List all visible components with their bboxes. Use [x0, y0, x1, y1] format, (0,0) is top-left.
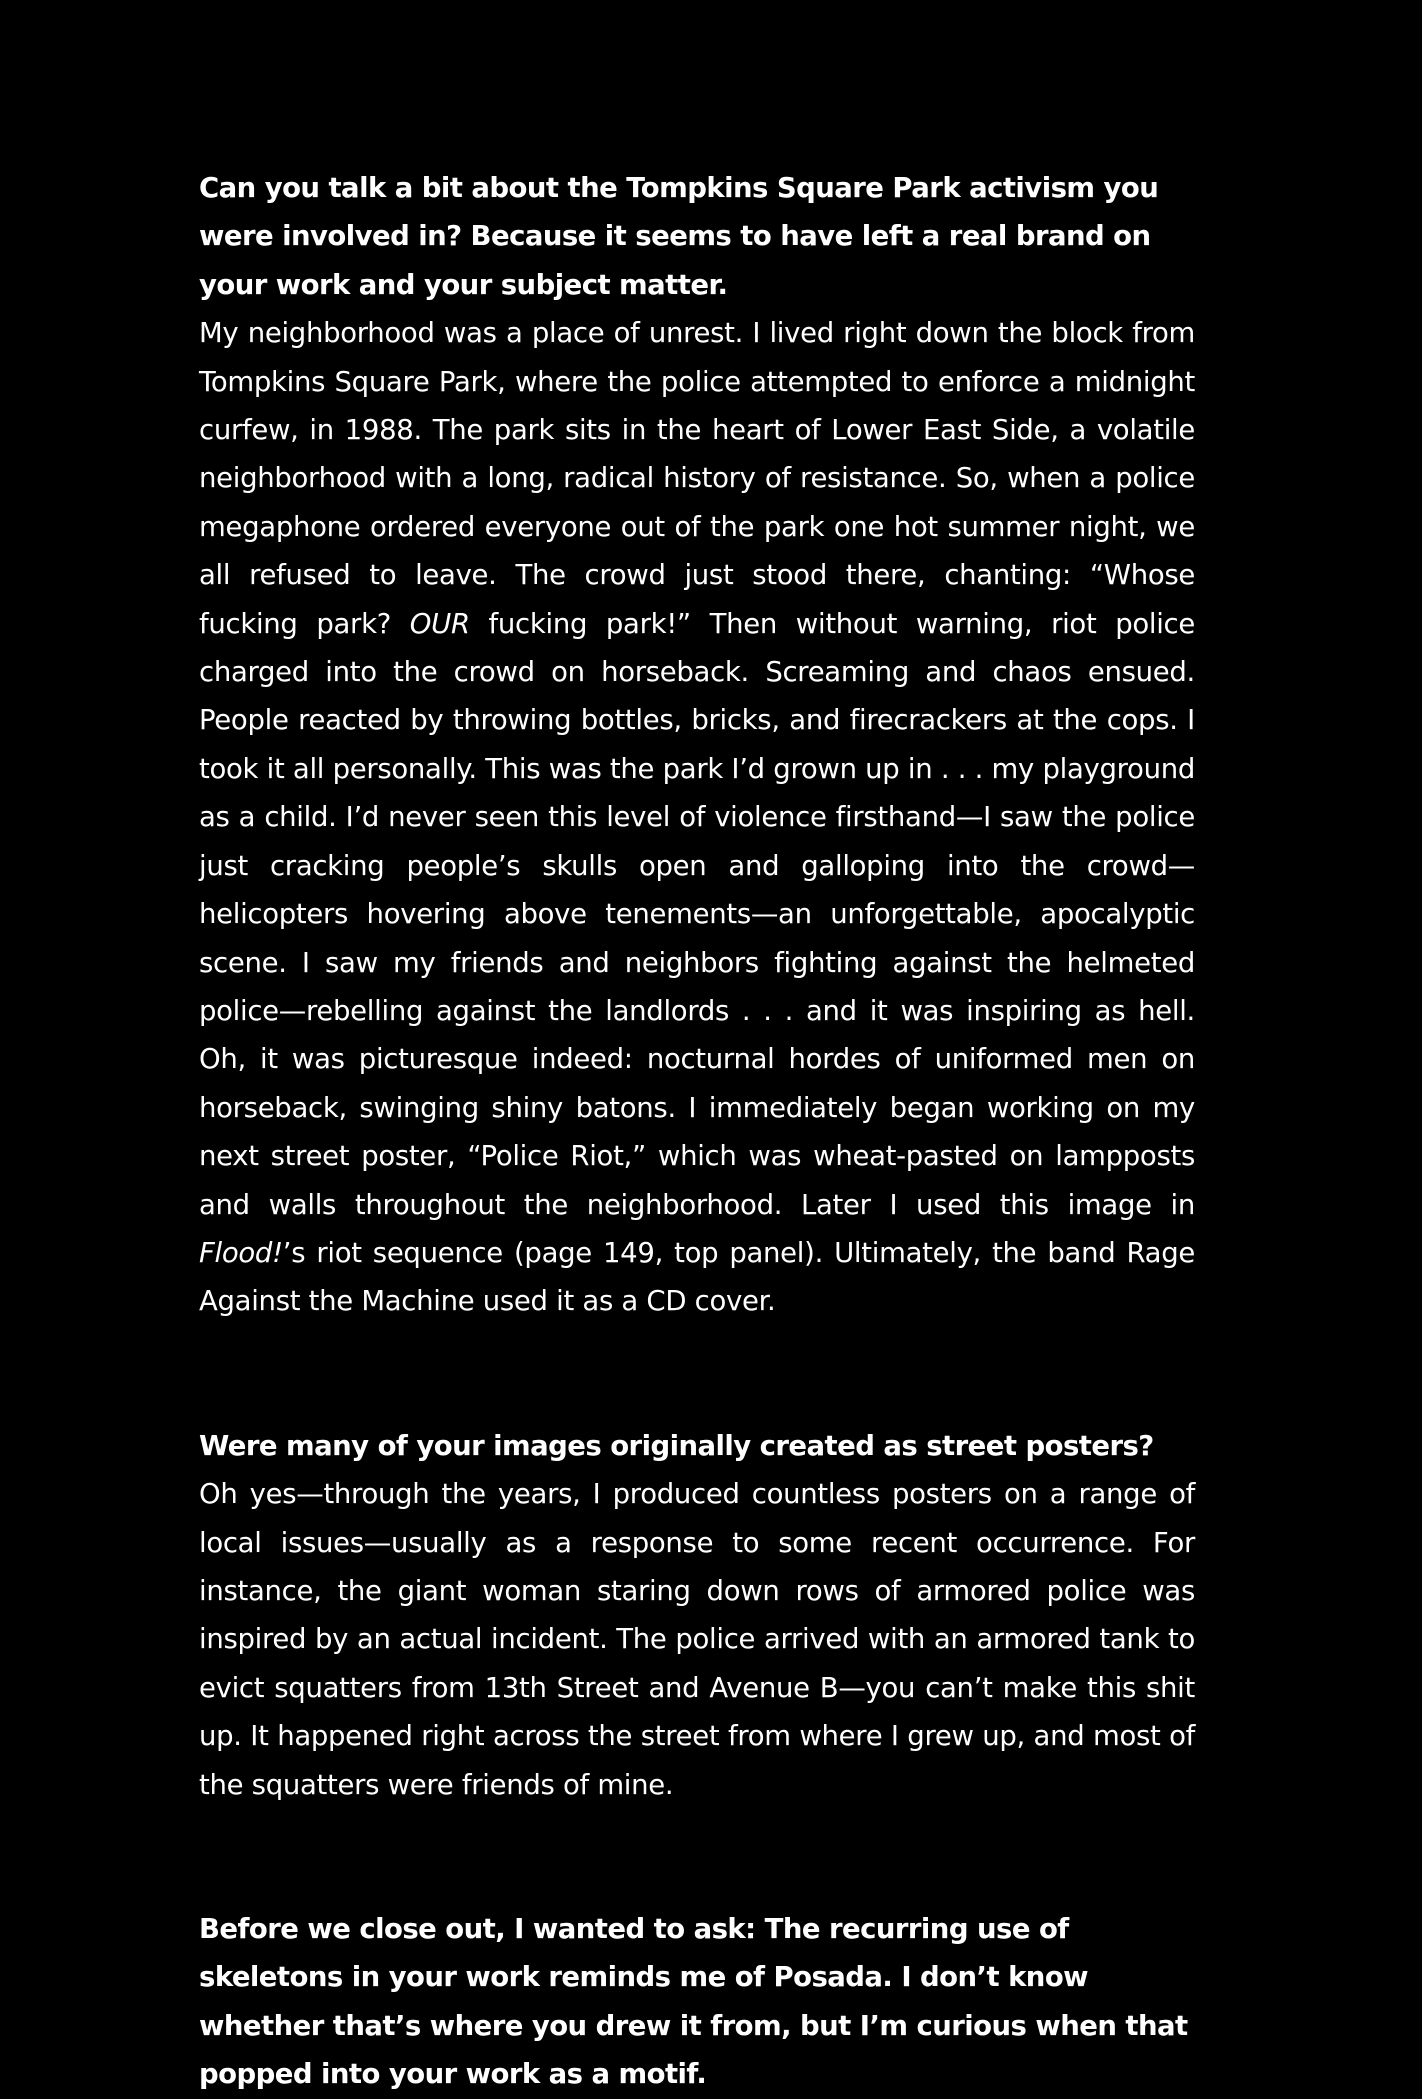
answer-tompkins-square — [199, 309, 1195, 1326]
answer-street-posters: Oh yes—through the years, I produced countless posters on a range of local issues—usually as a response to some recent occurrence. For instance, the giant woman staring down rows of armored police was inspired by an actual incident. The police arrived with an armored tank to evict squatters from 13th Street and Avenue B—you can’t make this shit up. It happened right across the street from where I grew up, and most of the squatters were friends of mine. — [199, 1478, 1195, 1801]
answer-emphasis: OUR — [409, 607, 470, 640]
qa-block-skeletons — [199, 1905, 1195, 2099]
interview-page — [199, 164, 1195, 2099]
answer-text: ’s riot sequence (page 149, top panel). Ultimately, the band Rage Against the Machine used it as a CD cover. — [199, 1236, 1195, 1318]
book-title: Flood! — [199, 1236, 283, 1269]
qa-block-tompkins — [199, 164, 1195, 1326]
question-skeletons: Before we close out, I wanted to ask: The recurring use of skeletons in your work reminds me of Posada. I don’t know whether that’s where you drew it from, but I’m curious when that popped into your work as a motif. — [199, 1913, 1188, 2091]
qa-block-street-posters — [199, 1422, 1195, 1809]
answer-text: fucking park!” Then without warning, riot police charged into the crowd on horseback. Screaming and chaos ensued. People reacted by throwing bottles, bricks, and firecrackers at the cops. I took it all personally. This was the park I’d grown up in . . . my playground as a child. I’d never seen this level of violence firsthand—I saw the police just cracking people’s skulls open and galloping into the crowd—helicopters hovering above tenements—an unforgettable, apocalyptic scene. I saw my friends and neighbors fighting against the helmeted police—rebelling against the landlords . . . and it was inspiring as hell. Oh, it was picturesque indeed: nocturnal hordes of uniformed men on horseback, swinging shiny batons. I immediately began working on my next street poster, “Police Riot,” which was wheat-pasted on lampposts and walls throughout the neighborhood. Later I used this image in — [199, 607, 1195, 1221]
question-street-posters: Were many of your images originally created as street posters? — [199, 1429, 1154, 1462]
question-tompkins-square: Can you talk a bit about the Tompkins Square Park activism you were involved in? Because it seems to have left a real brand on your work and your subject matter. — [199, 172, 1159, 301]
answer-text: My neighborhood was a place of unrest. I lived right down the block from Tompkins Square Park, where the police attempted to enforce a midnight curfew, in 1988. The park sits in the heart of Lower East Side, a volatile neighborhood with a long, radical history of resistance. So, when a police megaphone ordered everyone out of the park one hot summer night, we all refused to leave. The crowd just stood there, chanting: “Whose fucking park? — [199, 317, 1195, 640]
